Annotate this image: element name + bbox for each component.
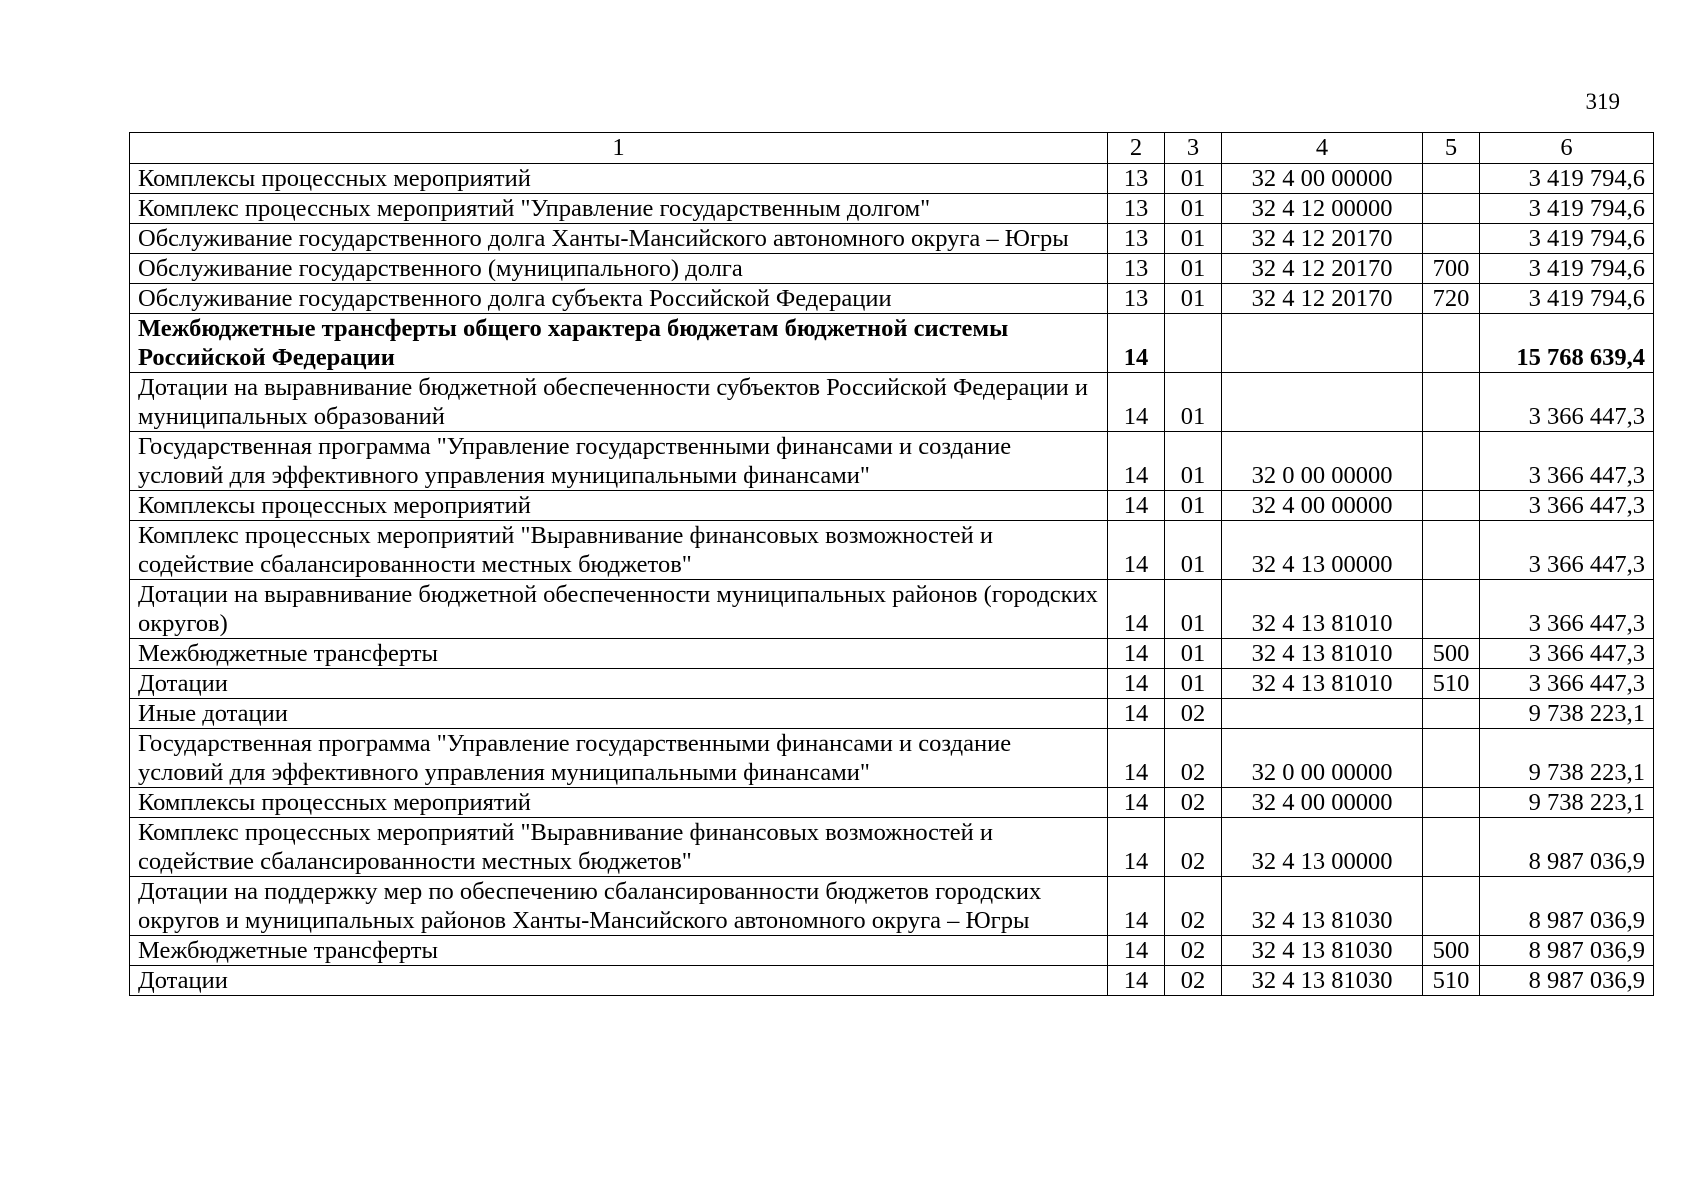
budget-table	[129, 132, 1654, 996]
section-code-cell: 13	[1108, 194, 1165, 224]
expense-type-cell	[1423, 491, 1480, 521]
subsection-code-cell: 02	[1165, 818, 1222, 877]
section-code-cell: 14	[1108, 639, 1165, 669]
item-name-cell: Обслуживание государственного (муниципального) долга	[130, 254, 1108, 284]
amount-cell: 3 419 794,6	[1480, 224, 1654, 254]
item-name-cell: Комплекс процессных мероприятий "Выравнивание финансовых возможностей и содействие сбалансированности местных бюджетов"	[130, 818, 1108, 877]
section-code-cell: 14	[1108, 936, 1165, 966]
subsection-code-cell: 01	[1165, 669, 1222, 699]
table-row	[130, 788, 1654, 818]
section-code-cell: 13	[1108, 284, 1165, 314]
section-code-cell: 13	[1108, 164, 1165, 194]
amount-cell: 8 987 036,9	[1480, 966, 1654, 996]
subsection-code-cell: 02	[1165, 729, 1222, 788]
expense-type-cell	[1423, 818, 1480, 877]
table-row	[130, 254, 1654, 284]
amount-cell: 3 366 447,3	[1480, 373, 1654, 432]
subsection-code-cell: 01	[1165, 373, 1222, 432]
expense-type-cell	[1423, 580, 1480, 639]
subsection-code-cell: 01	[1165, 521, 1222, 580]
target-article-cell: 32 4 13 81030	[1222, 877, 1423, 936]
subsection-code-cell: 02	[1165, 936, 1222, 966]
expense-type-cell	[1423, 164, 1480, 194]
header-cell: 5	[1423, 133, 1480, 164]
header-row	[130, 133, 1654, 164]
section-code-cell: 14	[1108, 669, 1165, 699]
section-code-cell: 14	[1108, 491, 1165, 521]
target-article-cell: 32 4 00 00000	[1222, 491, 1423, 521]
amount-cell: 8 987 036,9	[1480, 818, 1654, 877]
subsection-code-cell	[1165, 314, 1222, 373]
section-code-cell: 14	[1108, 521, 1165, 580]
table-row	[130, 194, 1654, 224]
target-article-cell: 32 4 12 20170	[1222, 284, 1423, 314]
item-name-cell: Обслуживание государственного долга Ханты-Мансийского автономного округа – Югры	[130, 224, 1108, 254]
subsection-code-cell: 01	[1165, 639, 1222, 669]
expense-type-cell	[1423, 224, 1480, 254]
table-row	[130, 966, 1654, 996]
amount-cell: 15 768 639,4	[1480, 314, 1654, 373]
expense-type-cell	[1423, 314, 1480, 373]
section-code-cell: 13	[1108, 224, 1165, 254]
target-article-cell: 32 4 00 00000	[1222, 788, 1423, 818]
header-cell: 4	[1222, 133, 1423, 164]
subsection-code-cell: 01	[1165, 432, 1222, 491]
subsection-code-cell: 01	[1165, 284, 1222, 314]
item-name-cell: Комплекс процессных мероприятий "Управление государственным долгом"	[130, 194, 1108, 224]
amount-cell: 9 738 223,1	[1480, 699, 1654, 729]
table-row	[130, 818, 1654, 877]
item-name-cell: Дотации на выравнивание бюджетной обеспеченности субъектов Российской Федерации и муниципальных образований	[130, 373, 1108, 432]
table-row	[130, 729, 1654, 788]
item-name-cell: Межбюджетные трансферты	[130, 639, 1108, 669]
amount-cell: 3 366 447,3	[1480, 521, 1654, 580]
section-code-cell: 13	[1108, 254, 1165, 284]
amount-cell: 3 419 794,6	[1480, 284, 1654, 314]
section-code-cell: 14	[1108, 729, 1165, 788]
table-row	[130, 491, 1654, 521]
item-name-cell: Комплексы процессных мероприятий	[130, 788, 1108, 818]
item-name-cell: Комплексы процессных мероприятий	[130, 491, 1108, 521]
target-article-cell: 32 4 00 00000	[1222, 164, 1423, 194]
target-article-cell	[1222, 314, 1423, 373]
target-article-cell: 32 4 13 81010	[1222, 580, 1423, 639]
section-code-cell: 14	[1108, 432, 1165, 491]
table-row	[130, 936, 1654, 966]
amount-cell: 3 419 794,6	[1480, 194, 1654, 224]
amount-cell: 3 366 447,3	[1480, 491, 1654, 521]
target-article-cell: 32 0 00 00000	[1222, 729, 1423, 788]
expense-type-cell	[1423, 729, 1480, 788]
expense-type-cell	[1423, 194, 1480, 224]
target-article-cell: 32 4 13 81030	[1222, 966, 1423, 996]
amount-cell: 9 738 223,1	[1480, 788, 1654, 818]
item-name-cell: Межбюджетные трансферты	[130, 936, 1108, 966]
section-code-cell: 14	[1108, 699, 1165, 729]
item-name-cell: Государственная программа "Управление государственными финансами и создание условий для эффективного управления муниципальными финансами"	[130, 729, 1108, 788]
header-cell: 3	[1165, 133, 1222, 164]
target-article-cell	[1222, 699, 1423, 729]
section-code-cell: 14	[1108, 818, 1165, 877]
expense-type-cell	[1423, 373, 1480, 432]
amount-cell: 3 366 447,3	[1480, 580, 1654, 639]
target-article-cell: 32 4 13 81010	[1222, 639, 1423, 669]
item-name-cell: Иные дотации	[130, 699, 1108, 729]
expense-type-cell	[1423, 521, 1480, 580]
expense-type-cell: 510	[1423, 669, 1480, 699]
table-row	[130, 432, 1654, 491]
subsection-code-cell: 01	[1165, 580, 1222, 639]
subsection-code-cell: 01	[1165, 491, 1222, 521]
amount-cell: 8 987 036,9	[1480, 877, 1654, 936]
table-row	[130, 699, 1654, 729]
section-code-cell: 14	[1108, 580, 1165, 639]
expense-type-cell: 720	[1423, 284, 1480, 314]
target-article-cell: 32 4 12 20170	[1222, 224, 1423, 254]
amount-cell: 3 419 794,6	[1480, 164, 1654, 194]
section-code-cell: 14	[1108, 877, 1165, 936]
amount-cell: 3 366 447,3	[1480, 669, 1654, 699]
table-row	[130, 877, 1654, 936]
expense-type-cell: 500	[1423, 639, 1480, 669]
header-cell: 6	[1480, 133, 1654, 164]
expense-type-cell	[1423, 699, 1480, 729]
amount-cell: 8 987 036,9	[1480, 936, 1654, 966]
target-article-cell: 32 0 00 00000	[1222, 432, 1423, 491]
item-name-cell: Обслуживание государственного долга субъекта Российской Федерации	[130, 284, 1108, 314]
expense-type-cell: 500	[1423, 936, 1480, 966]
subsection-code-cell: 01	[1165, 194, 1222, 224]
subsection-code-cell: 02	[1165, 877, 1222, 936]
item-name-cell: Дотации	[130, 966, 1108, 996]
table-row	[130, 580, 1654, 639]
table-row	[130, 669, 1654, 699]
target-article-cell: 32 4 12 00000	[1222, 194, 1423, 224]
subsection-code-cell: 01	[1165, 224, 1222, 254]
table-row	[130, 521, 1654, 580]
item-name-cell: Дотации на выравнивание бюджетной обеспеченности муниципальных районов (городских округов)	[130, 580, 1108, 639]
section-code-cell: 14	[1108, 788, 1165, 818]
amount-cell: 9 738 223,1	[1480, 729, 1654, 788]
expense-type-cell: 510	[1423, 966, 1480, 996]
item-name-cell: Государственная программа "Управление государственными финансами и создание условий для эффективного управления муниципальными финансами"	[130, 432, 1108, 491]
subsection-code-cell: 01	[1165, 164, 1222, 194]
item-name-cell: Комплексы процессных мероприятий	[130, 164, 1108, 194]
subsection-code-cell: 02	[1165, 788, 1222, 818]
table-row	[130, 639, 1654, 669]
target-article-cell	[1222, 373, 1423, 432]
table-row	[130, 373, 1654, 432]
table-row	[130, 284, 1654, 314]
amount-cell: 3 419 794,6	[1480, 254, 1654, 284]
section-code-cell: 14	[1108, 373, 1165, 432]
header-cell: 1	[130, 133, 1108, 164]
expense-type-cell: 700	[1423, 254, 1480, 284]
section-code-cell: 14	[1108, 966, 1165, 996]
expense-type-cell	[1423, 877, 1480, 936]
subsection-code-cell: 01	[1165, 254, 1222, 284]
target-article-cell: 32 4 13 00000	[1222, 818, 1423, 877]
item-name-cell: Дотации на поддержку мер по обеспечению сбалансированности бюджетов городских округов и муниципальных районов Ханты-Мансийского автономного округа – Югры	[130, 877, 1108, 936]
table-row	[130, 164, 1654, 194]
target-article-cell: 32 4 12 20170	[1222, 254, 1423, 284]
target-article-cell: 32 4 13 00000	[1222, 521, 1423, 580]
expense-type-cell	[1423, 788, 1480, 818]
item-name-cell: Дотации	[130, 669, 1108, 699]
amount-cell: 3 366 447,3	[1480, 639, 1654, 669]
section-code-cell: 14	[1108, 314, 1165, 373]
item-name-cell: Межбюджетные трансферты общего характера бюджетам бюджетной системы Российской Федерации	[130, 314, 1108, 373]
expense-type-cell	[1423, 432, 1480, 491]
target-article-cell: 32 4 13 81030	[1222, 936, 1423, 966]
subsection-code-cell: 02	[1165, 966, 1222, 996]
header-cell: 2	[1108, 133, 1165, 164]
target-article-cell: 32 4 13 81010	[1222, 669, 1423, 699]
page-number: 319	[1585, 89, 1620, 114]
amount-cell: 3 366 447,3	[1480, 432, 1654, 491]
table-row	[130, 314, 1654, 373]
item-name-cell: Комплекс процессных мероприятий "Выравнивание финансовых возможностей и содействие сбалансированности местных бюджетов"	[130, 521, 1108, 580]
subsection-code-cell: 02	[1165, 699, 1222, 729]
table-row	[130, 224, 1654, 254]
